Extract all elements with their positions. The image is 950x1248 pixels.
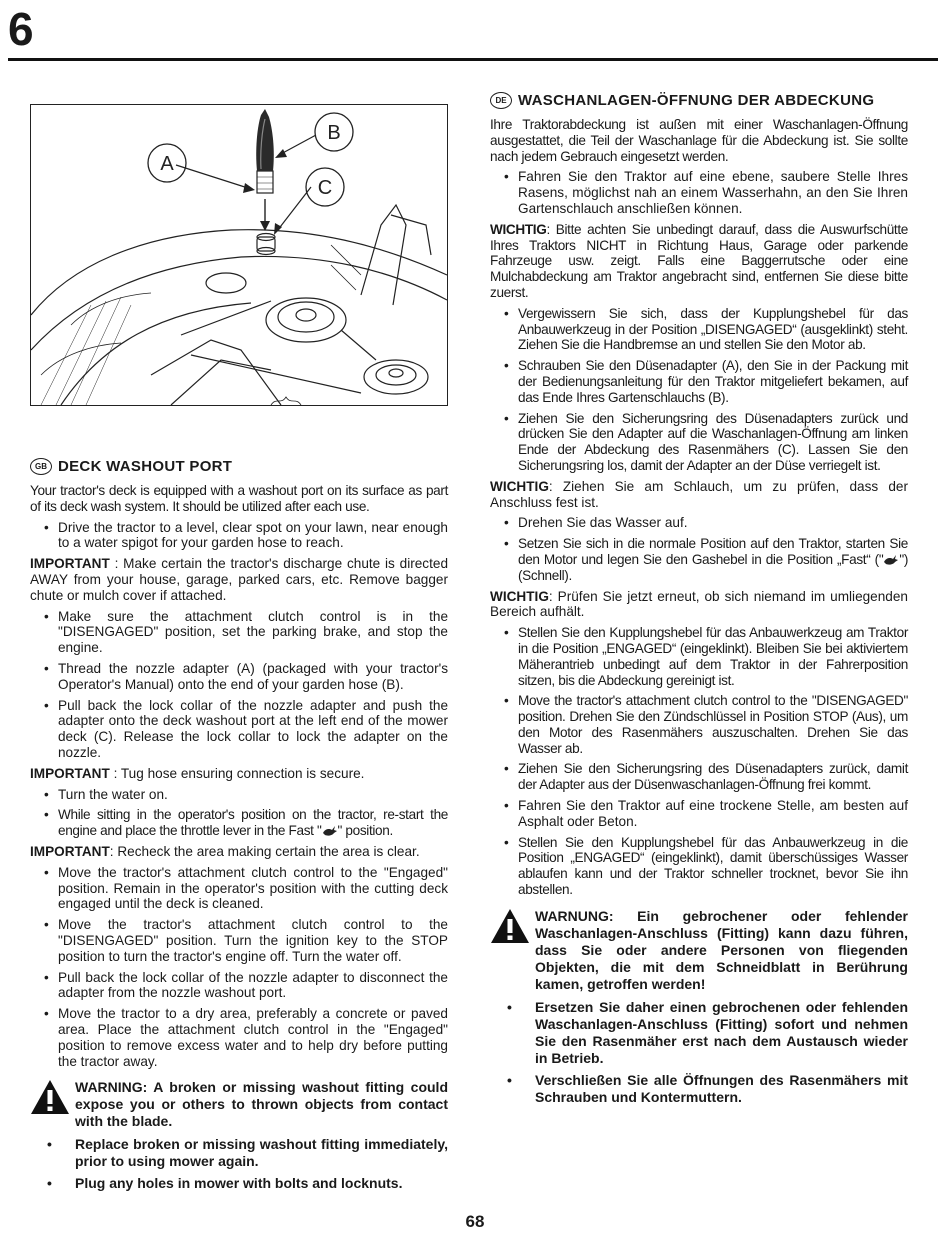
wichtig-label: WICHTIG [490, 221, 547, 237]
gb-warning-text: WARNING: A broken or missing washout fitting could expose you or others to thrown objects from contact with the blade. [75, 1079, 448, 1130]
rabbit-fast-icon [883, 554, 899, 566]
list-item: • Fahren Sie den Traktor auf eine trockene Stelle, am besten auf Asphalt oder Beton. [490, 798, 908, 830]
list-item: • Ersetzen Sie daher einen gebrochenen oder fehlenden Waschanlagen-Anschluss (Fitting) sofort und nehmen Sie den Rasenmäher erst nach dem Austausch wieder in Betrieb. [535, 999, 908, 1067]
de-list-3 [490, 515, 908, 583]
list-item: • Stellen Sie den Kupplungshebel für das Anbauwerkzeug in die Position „ENGAGED“ (eingeklinkt), damit überschüssiges Wasser ablaufen kann und der Traktor schneller trocknet, bevor Sie ihn abstellen. [490, 835, 908, 898]
de-warning-list [535, 999, 908, 1106]
list-item: • Pull back the lock collar of the nozzle adapter and push the adapter onto the deck washout port at the left end of the mower deck (C). Release the lock collar to lock the adapter on the nozzle. [30, 698, 448, 761]
list-item: • Turn the water on. [30, 787, 448, 803]
list-item: • Replace broken or missing washout fitting immediately, prior to using mower again. [75, 1136, 448, 1170]
gb-section-title: DECK WASHOUT PORT [58, 458, 233, 475]
de-intro: Ihre Traktorabdeckung ist außen mit einer Waschanlagen-Öffnung ausgestattet, die Teil der Waschanlage für die Abdeckung ist. Sie sollte nach jedem Gebrauch eingesetzt werden. [490, 117, 908, 164]
rabbit-fast-icon [322, 825, 338, 837]
important-text: : Make certain the tractor's discharge chute is directed AWAY from your house, garage, parked cars, etc. Remove bagger chute or mulch cover if attached. [30, 556, 448, 603]
list-item: • Move the tractor to a dry area, preferably a concrete or paved area. Place the attachment clutch control in the "Engaged" position to remove excess water and to help dry before putting the tractor away. [30, 1006, 448, 1069]
gb-list-2 [30, 609, 448, 761]
washout-port-figure [30, 104, 448, 406]
list-item: • Verschließen Sie alle Öffnungen des Rasenmähers mit Schrauben und Kontermuttern. [535, 1072, 908, 1106]
gb-important-1 [30, 556, 448, 603]
list-item-text: " position. [337, 823, 393, 839]
list-item-text: Setzen Sie sich in die normale Position auf den Traktor, starten Sie den Motor und legen Sie den Gashebel in die Position „Fast“ (" [518, 536, 908, 567]
page-number: 68 [465, 1212, 485, 1231]
de-language-badge: DE [490, 92, 512, 109]
list-item: • Schrauben Sie den Düsenadapter (A), den Sie in der Packung mit der Bedienungsanleitung für den Traktor mitgeliefert bekamen, auf das Ende Ihres Gartenschlauchs (B). [490, 358, 908, 405]
gb-language-badge: GB [30, 458, 52, 475]
wichtig-label: WICHTIG [490, 478, 549, 494]
list-item: • Ziehen Sie den Sicherungsring des Düsenadapters zurück und drücken Sie den Adapter auf die Waschanlagen-Öffnung am linken Ende der Abdeckung des Rasenmähers (C). Lassen Sie den Sicherungsring los, damit der Adapter an der Düse verriegelt ist. [490, 411, 908, 474]
wichtig-text: : Ziehen Sie am Schlauch, um zu prüfen, dass der Anschluss fest ist. [490, 478, 908, 510]
figure-label-c: C [317, 177, 333, 199]
list-item: • Thread the nozzle adapter (A) (packaged with your tractor's Operator's Manual) onto the end of your garden hose (B). [30, 661, 448, 693]
list-item: • Pull back the lock collar of the nozzle adapter to disconnect the adapter from the nozzle washout port. [30, 970, 448, 1002]
list-item-text: ") (Schnell). [518, 551, 908, 583]
important-label: IMPORTANT [30, 843, 110, 859]
gb-intro: Your tractor's deck is equipped with a washout port on its surface as part of its deck wash system. It should be utilized after each use. [30, 483, 448, 514]
list-item: • Ziehen Sie den Sicherungsring des Düsenadapters zurück, damit der Adapter aus der Düsenwaschanlagen-Öffnung frei kommt. [490, 761, 908, 793]
de-list-2 [490, 306, 908, 474]
wichtig-text: : Prüfen Sie jetzt erneut, ob sich niemand im umliegenden Bereich aufhält. [490, 588, 908, 620]
de-list-4 [490, 625, 908, 898]
gb-important-3 [30, 844, 448, 860]
header-rule [8, 58, 938, 61]
figure-label-a: A [160, 153, 174, 175]
list-item: • Make sure the attachment clutch control is in the "DISENGAGED" position, set the parking brake, and stop the engine. [30, 609, 448, 656]
gb-list-4 [30, 865, 448, 1070]
gb-warning-list [75, 1136, 448, 1192]
de-list-1 [490, 169, 908, 216]
de-wichtig-1 [490, 222, 908, 301]
list-item-text: While sitting in the operator's position on the tractor, re-start the engine and place the throttle lever in the Fast " [58, 807, 448, 839]
de-wichtig-3 [490, 589, 908, 621]
de-section-heading [490, 92, 908, 109]
list-item: • Move the tractor's attachment clutch control to the "DISENGAGED" position. Drehen Sie den Zündschlüssel in Position STOP (Aus), um den Motor des Rasenmähers auszuschalten. Drehen Sie das Wasser ab. [490, 693, 908, 756]
gb-warning-block [30, 1079, 448, 1192]
list-item: • Drive the tractor to a level, clear spot on your lawn, near enough to a water spigot for your garden hose to reach. [30, 520, 448, 552]
de-warning-block [490, 908, 908, 1106]
gb-list-3 [30, 787, 448, 839]
mower-deck-illustration [31, 105, 447, 405]
list-item [490, 536, 908, 583]
chapter-number: 6 [8, 3, 34, 55]
list-item [30, 807, 448, 839]
warning-icon [30, 1079, 70, 1115]
list-item: • Move the tractor's attachment clutch control to the "DISENGAGED" position. Turn the ignition key to the STOP position to turn the tractor's engine off. Turn the water off. [30, 917, 448, 964]
list-item: • Fahren Sie den Traktor auf eine ebene, saubere Stelle Ihres Rasens, möglichst nah an einem Wasserhahn, an den Sie Ihren Gartenschlauch anschließen können. [490, 169, 908, 216]
important-text: : Recheck the area making certain the area is clear. [109, 843, 420, 859]
de-warning-text: WARNUNG: Ein gebrochener oder fehlender Waschanlagen-Anschluss (Fitting) kann dazu führen, dass Sie oder andere Personen von fliegenden Objekten, die mit dem Schneidblatt in Berührung kamen, getroffen werden! [535, 907, 908, 992]
warning-icon [490, 908, 530, 944]
de-wichtig-2 [490, 479, 908, 511]
important-label: IMPORTANT [30, 556, 110, 572]
column-german [490, 92, 908, 1111]
figure-label-b: B [327, 122, 341, 144]
list-item: • Plug any holes in mower with bolts and locknuts. [75, 1175, 448, 1192]
wichtig-label: WICHTIG [490, 588, 549, 604]
gb-list-1 [30, 520, 448, 552]
list-item: • Stellen Sie den Kupplungshebel für das Anbauwerkzeug am Traktor in die Position „ENGAGED“ (eingeklinkt). Bleiben Sie bei aktiviertem Mäherantrieb unbedingt auf dem Traktor in der Fahrerposition sitzen, bis die Abdeckung gereinigt ist. [490, 625, 908, 688]
gb-section-heading [30, 458, 448, 475]
gb-important-2 [30, 766, 448, 782]
de-section-title: WASCHANLAGEN-ÖFFNUNG DER ABDECKUNG [518, 92, 875, 109]
wichtig-text: : Bitte achten Sie unbedingt darauf, dass die Auswurfschütte Ihres Traktors NICHT in Richtung Haus, Garage oder parkende Fahrzeuge usw. zeigt. Falls eine Baggerrutsche oder eine Mulchabdeckung am Traktor angebracht sind, entfernen Sie diese bitte zuerst. [490, 221, 908, 300]
important-text: : Tug hose ensuring connection is secure. [109, 765, 365, 781]
list-item: • Move the tractor's attachment clutch control to the "Engaged" position. Remain in the operator's position with the cutting deck engaged until the deck is cleaned. [30, 865, 448, 912]
list-item: • Drehen Sie das Wasser auf. [490, 515, 908, 531]
important-label: IMPORTANT [30, 765, 110, 781]
list-item: • Vergewissern Sie sich, dass der Kupplungshebel für das Anbauwerkzeug in der Position „DISENGAGED“ (ausgeklinkt) steht. Ziehen Sie die Handbremse an und stellen Sie den Motor ab. [490, 306, 908, 353]
column-english [30, 104, 448, 1197]
